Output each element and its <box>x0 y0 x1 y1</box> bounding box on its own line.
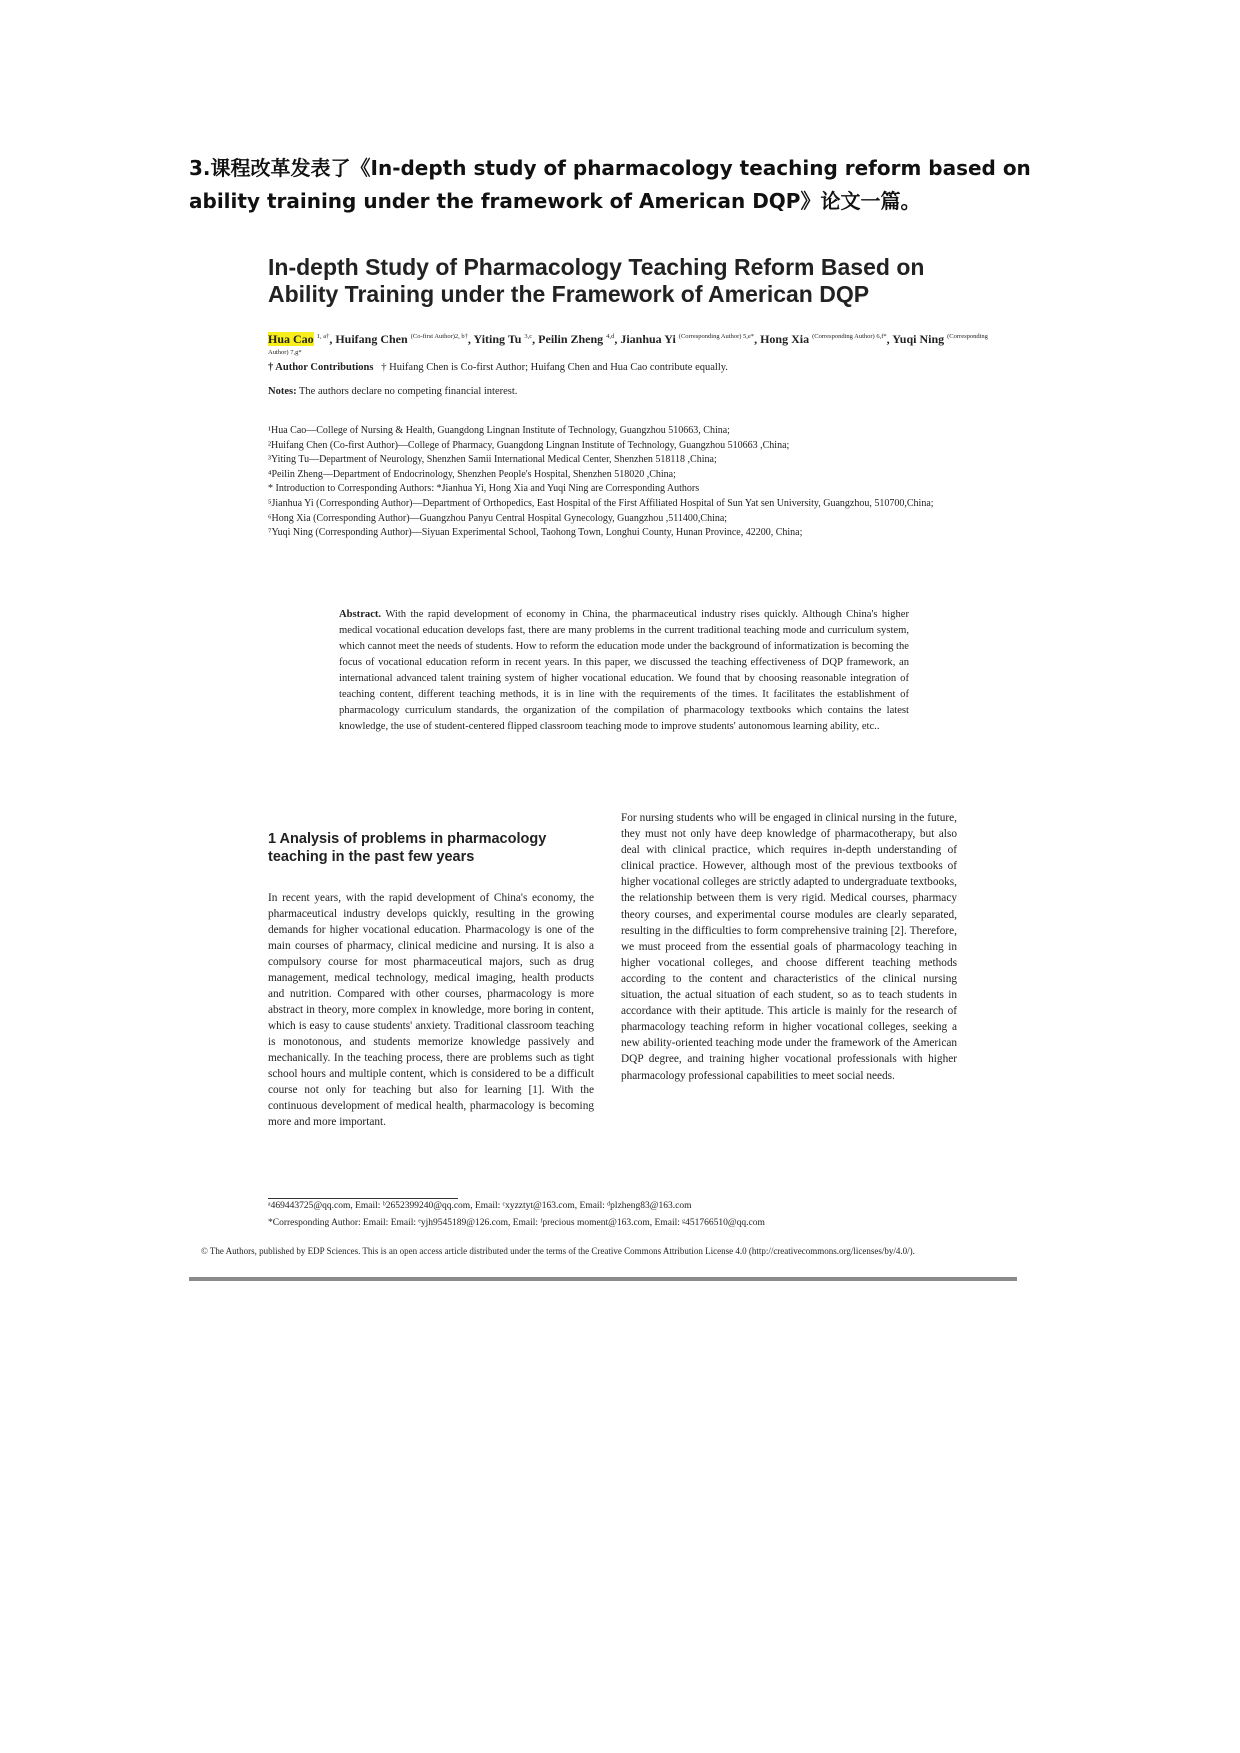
notes <box>268 386 517 397</box>
copyright-notice: © The Authors, published by EDP Sciences. This is an open access article distributed under the terms of the Creative Commons Attribution License 4.0 (http://creativecommons.org/licenses/by/4.0/). <box>201 1246 915 1256</box>
paper-title <box>268 254 924 308</box>
title-line: In-depth Study of Pharmacology Teaching Reform Based on <box>268 254 925 280</box>
author: Hua Cao $^{1, a\dagger}$, <box>268 332 336 346</box>
left-column-text: In recent years, with the rapid development of China's economy, the pharmaceutical industry develops quickly, resulting in the growing demands for higher vocational education. Pharmacology is one of the main courses of pharmacy, clinical medicine and nursing. It is also a compulsory course for most pharmaceutical majors, such as drug management, medical technology, medical imaging, health products and nutrition. Compared with other courses, pharmacology is more abstract in theory, more complex in knowledge, more boring in content, which is easy to cause students' anxiety. Traditional classroom teaching is monotonous, and students memorize knowledge passively and mechanically. In the teaching process, there are problems such as tight school hours and multiple content, which is considered to be a difficult course not only for teaching but also for learning [1]. With the continuous development of medical health, pharmacology is becoming more and more important. <box>268 892 594 1128</box>
title-line: Ability Training under the Framework of American DQP <box>268 281 870 307</box>
author-name: Huifang Chen <box>335 332 408 346</box>
right-column-text: For nursing students who will be engaged in clinical nursing in the future, they must not only have deep knowledge of pharmacotherapy, but also deal with clinical practice, which requires in-depth understanding of clinical practice. However, although most of the previous textbooks of higher vocational colleges are strictly adapted to undergraduate textbooks, the relationship between them is very rigid. Medical courses, pharmacy theory courses, and experimental course modules are clearly separated, resulting in the difficulties to form comprehensive training [2]. Therefore, we must proceed from the essential goals of pharmacology teaching in higher vocational colleges, and choose different teaching methods according to the content and characteristics of the clinical nursing situation, the actual situation of each student, so as to teach students in accordance with their aptitude. This article is mainly for the research of pharmacology teaching reform in higher vocational colleges, seeking a new ability-oriented teaching mode under the framework of the American DQP degree, and training higher vocational professionals with higher pharmacology professional capabilities to meet social needs. <box>621 812 957 1082</box>
affiliation: ⁶Hong Xia (Corresponding Author)—Guangzhou Panyu Central Hospital Gynecology, Guangzhou ,511400,China; <box>268 512 728 524</box>
author-name: Peilin Zheng <box>538 332 604 346</box>
affiliations <box>268 424 983 541</box>
abstract <box>339 607 909 735</box>
bottom-rule <box>189 1277 1017 1281</box>
section-title: 1 Analysis of problems in pharmacology teaching in the past few years <box>268 831 547 865</box>
affiliation: ⁴Peilin Zheng—Department of Endocrinology, Shenzhen People's Hospital, Shenzhen 518020 ,China; <box>268 468 676 480</box>
email-line: ᵃ469443725@qq.com, Email: ᵇ2652399240@qq.com, Email: ᶜxyzztyt@163.com, Email: ᵈplzheng83@163.com <box>268 1201 692 1211</box>
affiliation: * Introduction to Corresponding Authors: *Jianhua Yi, Hong Xia and Yuqi Ning are Corresponding Authors <box>268 483 700 495</box>
notes-text: The authors declare no competing financial interest. <box>299 386 518 397</box>
section-heading: 3.课程改革发表了《In-depth study of pharmacology teaching reform based on ability training under the framework of American DQP》论文一篇。 <box>189 156 1031 213</box>
author-affiliation-marker: (Corresponding Author) 7,g* <box>268 333 988 356</box>
abstract-text: With the rapid development of economy in China, the pharmaceutical industry rises quickly. Although China's higher medical vocational education develops fast, there are many problems in the current traditional teaching mode and curriculum system, which cannot meet the needs of students. How to reform the education mode under the background of informatization is becoming the focus of vocational education reform in recent years. In this paper, we discussed the teaching effectiveness of DQP framework, an international advanced talent training system of higher vocational education. We found that by choosing reasonable integration of teaching content, different teaching methods, it is in line with the requirements of the times. It facilitates the establishment of pharmacology curriculum standards, the organization of the compilation of pharmacology textbooks which contains the latest knowledge, the use of student-centered flipped classroom teaching mode to improve students' autonomous learning ability, etc.. <box>339 609 909 732</box>
author-affiliation-marker: 4,d <box>606 333 615 340</box>
contrib-text: † Huifang Chen is Co-first Author; Huifang Chen and Hua Cao contribute equally. <box>381 362 728 373</box>
author-name: Hong Xia <box>760 332 810 346</box>
author-name: Yiting Tu <box>473 332 522 346</box>
author-name: Jianhua Yi <box>620 332 676 346</box>
paper-excerpt-image <box>189 240 1017 1280</box>
author-list <box>268 330 988 362</box>
author-contributions <box>268 362 728 373</box>
abstract-label: Abstract. <box>339 609 382 620</box>
affiliation: ⁷Yuqi Ning (Corresponding Author)—Siyuan Experimental School, Taohong Town, Longhui County, Hunan Province, 42200, China; <box>268 527 803 539</box>
author-affiliation-marker: (Co-first Author)2, b† <box>410 333 468 340</box>
affiliation: ³Yiting Tu—Department of Neurology, Shenzhen Samii International Medical Center, Shenzhen 518118 ,China; <box>268 454 717 466</box>
author-affiliation-marker: 1, a† <box>316 333 330 340</box>
affiliation: ⁵Jianhua Yi (Corresponding Author)—Department of Orthopedics, East Hospital of the First Affiliated Hospital of Sun Yat sen University, Guangzhou, 510700,China; <box>268 497 934 509</box>
author-name: Hua Cao <box>268 332 314 346</box>
author: Yiting Tu $^{3,c}$, <box>473 332 539 346</box>
affiliation: ²Huifang Chen (Co-first Author)—College of Pharmacy, Guangdong Lingnan Institute of Technology, Guangzhou 510663 ,China; <box>268 439 790 451</box>
email-footnotes <box>268 1198 988 1232</box>
notes-label: Notes: <box>268 386 297 397</box>
author: Jianhua Yi $^{(Corresponding Author) 5,e*}$, <box>620 332 761 346</box>
author: Huifang Chen $^{(Co-first Author)2, b\dagger}$, <box>335 332 474 346</box>
author-name: Yuqi Ning <box>892 332 945 346</box>
email-line: *Corresponding Author: Email: Email: ᵉyjh9545189@126.com, Email: ᶠprecious moment@163.com, Email: ᵍ451766510@qq.com <box>268 1218 765 1228</box>
author: Hong Xia $^{(Corresponding Author) 6,f*}$, <box>760 332 893 346</box>
author: Peilin Zheng $^{4,d}$, <box>538 332 621 346</box>
author-affiliation-marker: 3,c <box>524 333 533 340</box>
contrib-label: † Author Contributions <box>268 362 374 373</box>
affiliation: ¹Hua Cao—College of Nursing & Health, Guangdong Lingnan Institute of Technology, Guangzhou 510663, China; <box>268 425 730 436</box>
author-affiliation-marker: (Corresponding Author) 6,f* <box>812 333 887 340</box>
author-affiliation-marker: (Corresponding Author) 5,e* <box>678 333 755 340</box>
